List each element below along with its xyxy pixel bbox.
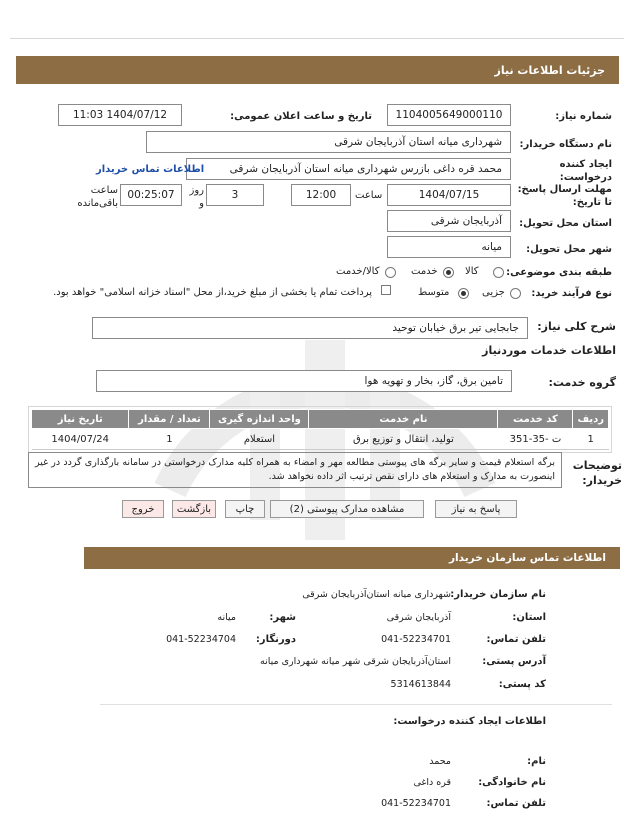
announce-field[interactable]: 1404/07/12 11:03 bbox=[58, 104, 182, 126]
need-number-label: شماره نیاز: bbox=[555, 111, 612, 122]
creator-family-value: قره داغی bbox=[413, 777, 451, 788]
buyer-contact-link[interactable]: اطلاعات تماس خریدار bbox=[96, 164, 205, 175]
contact-org-label: نام سازمان خریدار: bbox=[450, 589, 546, 600]
reply-button[interactable]: پاسخ به نیاز bbox=[435, 500, 517, 518]
contact-province-value: آذربایجان شرقی bbox=[386, 612, 451, 623]
need-number-field[interactable]: 1104005649000110 bbox=[387, 104, 511, 126]
creator-family-label: نام خانوادگی: bbox=[478, 777, 546, 788]
process-option-medium: متوسط bbox=[418, 287, 450, 298]
cell-code: ت -35-351 bbox=[498, 429, 573, 450]
deadline-date-field[interactable]: 1404/07/15 bbox=[387, 184, 511, 206]
attachments-button[interactable]: مشاهده مدارک پیوستی (2) bbox=[270, 500, 424, 518]
contact-phone-label: تلفن تماس: bbox=[486, 634, 546, 645]
services-title: اطلاعات خدمات موردنیاز bbox=[482, 344, 616, 357]
col-code: کد خدمت bbox=[498, 410, 573, 429]
category-radio-goods-service[interactable] bbox=[385, 267, 396, 278]
city-label: شهر محل تحویل: bbox=[526, 244, 612, 255]
notes-label: توضیحات خریدار: bbox=[572, 459, 622, 487]
contact-city-value: میانه bbox=[217, 612, 236, 623]
category-radio-service[interactable] bbox=[443, 267, 454, 278]
notes-field[interactable]: برگه استعلام قیمت و سایر برگه های پیوستی مطالعه مهر و امضاء به همراه کلیه مدارک درخواستی در سامانه بارگذاری گردد در غیر اینصورت به مدارک و استعلام های دارای نقص ترتیب اثر داده نخواهد شد. bbox=[28, 452, 562, 488]
cell-qty: 1 bbox=[129, 429, 210, 450]
contact-address-value: استان‌آذربایجان شرقی شهر میانه شهرداری میانه bbox=[260, 656, 451, 667]
contact-header bbox=[84, 547, 620, 569]
deadline-label: مهلت ارسال پاسخ: تا تاریخ: bbox=[517, 184, 612, 208]
print-button[interactable]: چاپ bbox=[225, 500, 265, 518]
contact-city-label: شهر: bbox=[269, 612, 296, 623]
buyer-org-label: نام دستگاه خریدار: bbox=[519, 139, 612, 150]
contact-fax-value: 041-52234704 bbox=[166, 634, 236, 645]
top-divider bbox=[10, 38, 624, 39]
col-unit: واحد اندازه گیری bbox=[210, 410, 309, 429]
exit-button[interactable]: خروج bbox=[122, 500, 164, 518]
province-label: استان محل تحویل: bbox=[519, 218, 612, 229]
group-label: گروه خدمت: bbox=[548, 376, 616, 389]
buyer-org-field[interactable]: شهرداری میانه استان آذربایجان شرقی bbox=[146, 131, 511, 153]
payment-note: پرداخت تمام یا بخشی از مبلغ خرید،از محل "اسناد خزانه اسلامی" خواهد بود. bbox=[53, 287, 372, 298]
back-button[interactable]: بازگشت bbox=[172, 500, 216, 518]
col-name: نام خدمت bbox=[309, 410, 498, 429]
col-qty: تعداد / مقدار bbox=[129, 410, 210, 429]
creator-label: ایجاد کننده درخواست: bbox=[559, 159, 612, 183]
page-header bbox=[16, 56, 619, 84]
category-option-goods-service: کالا/خدمت bbox=[336, 266, 380, 277]
creator-field[interactable]: محمد قره داغی بازرس شهرداری میانه استان آذربایجان شرقی bbox=[186, 158, 511, 180]
process-label: نوع فرآیند خرید: bbox=[531, 288, 612, 299]
contact-address-label: آدرس پستی: bbox=[482, 656, 546, 667]
contact-divider bbox=[100, 704, 612, 705]
contact-fax-label: دورنگار: bbox=[255, 634, 296, 645]
contact-postal-value: 5314613844 bbox=[390, 679, 451, 690]
services-table-panel bbox=[28, 406, 612, 453]
cell-date: 1404/07/24 bbox=[32, 429, 129, 450]
days-label: روز و bbox=[189, 185, 204, 209]
cell-unit: استعلام bbox=[210, 429, 309, 450]
group-field[interactable]: تامین برق، گاز، بخار و تهویه هوا bbox=[96, 370, 512, 392]
table-row[interactable] bbox=[32, 429, 609, 450]
days-field[interactable]: 3 bbox=[206, 184, 264, 206]
summary-label: شرح کلی نیاز: bbox=[537, 320, 616, 333]
cell-name: تولید، انتقال و توزیع برق bbox=[309, 429, 498, 450]
category-option-goods: کالا bbox=[465, 266, 479, 277]
process-option-minor: جزیی bbox=[482, 287, 505, 298]
remaining-field[interactable]: 00:25:07 bbox=[120, 184, 182, 206]
creator-phone-label: تلفن تماس: bbox=[486, 798, 546, 809]
table-header-row bbox=[32, 410, 609, 429]
col-date: تاریخ نیاز bbox=[32, 410, 129, 429]
contact-title: اطلاعات تماس سازمان خریدار bbox=[449, 552, 606, 564]
contact-postal-label: کد پستی: bbox=[498, 679, 546, 690]
cell-row: 1 bbox=[573, 429, 609, 450]
process-radio-medium[interactable] bbox=[458, 288, 469, 299]
contact-province-label: استان: bbox=[512, 612, 546, 623]
category-option-service: خدمت bbox=[411, 266, 438, 277]
page-title: جزئیات اطلاعات نیاز bbox=[494, 63, 605, 77]
category-radio-goods[interactable] bbox=[493, 267, 504, 278]
col-row: ردیف bbox=[573, 410, 609, 429]
services-table bbox=[31, 409, 609, 450]
process-radio-minor[interactable] bbox=[510, 288, 521, 299]
creator-phone-value: 041-52234701 bbox=[381, 798, 451, 809]
announce-label: تاریخ و ساعت اعلان عمومی: bbox=[230, 111, 372, 122]
city-field[interactable]: میانه bbox=[387, 236, 511, 258]
payment-checkbox[interactable] bbox=[381, 285, 391, 295]
creator-info-title: اطلاعات ایجاد کننده درخواست: bbox=[393, 716, 546, 727]
contact-phone-value: 041-52234701 bbox=[381, 634, 451, 645]
deadline-time-field[interactable]: 12:00 bbox=[291, 184, 351, 206]
deadline-time-label: ساعت bbox=[355, 190, 383, 201]
creator-name-value: محمد bbox=[429, 756, 451, 767]
summary-field[interactable]: جابجایی تیر برق خیابان توحید bbox=[92, 317, 528, 339]
category-label: طبقه بندی موضوعی: bbox=[506, 267, 612, 278]
remaining-label: ساعت باقی‌مانده bbox=[77, 185, 118, 209]
creator-name-label: نام: bbox=[527, 756, 546, 767]
contact-org-value: شهرداری میانه استان‌آذربایجان شرقی bbox=[302, 589, 451, 600]
province-field[interactable]: آذربایجان شرقی bbox=[387, 210, 511, 232]
